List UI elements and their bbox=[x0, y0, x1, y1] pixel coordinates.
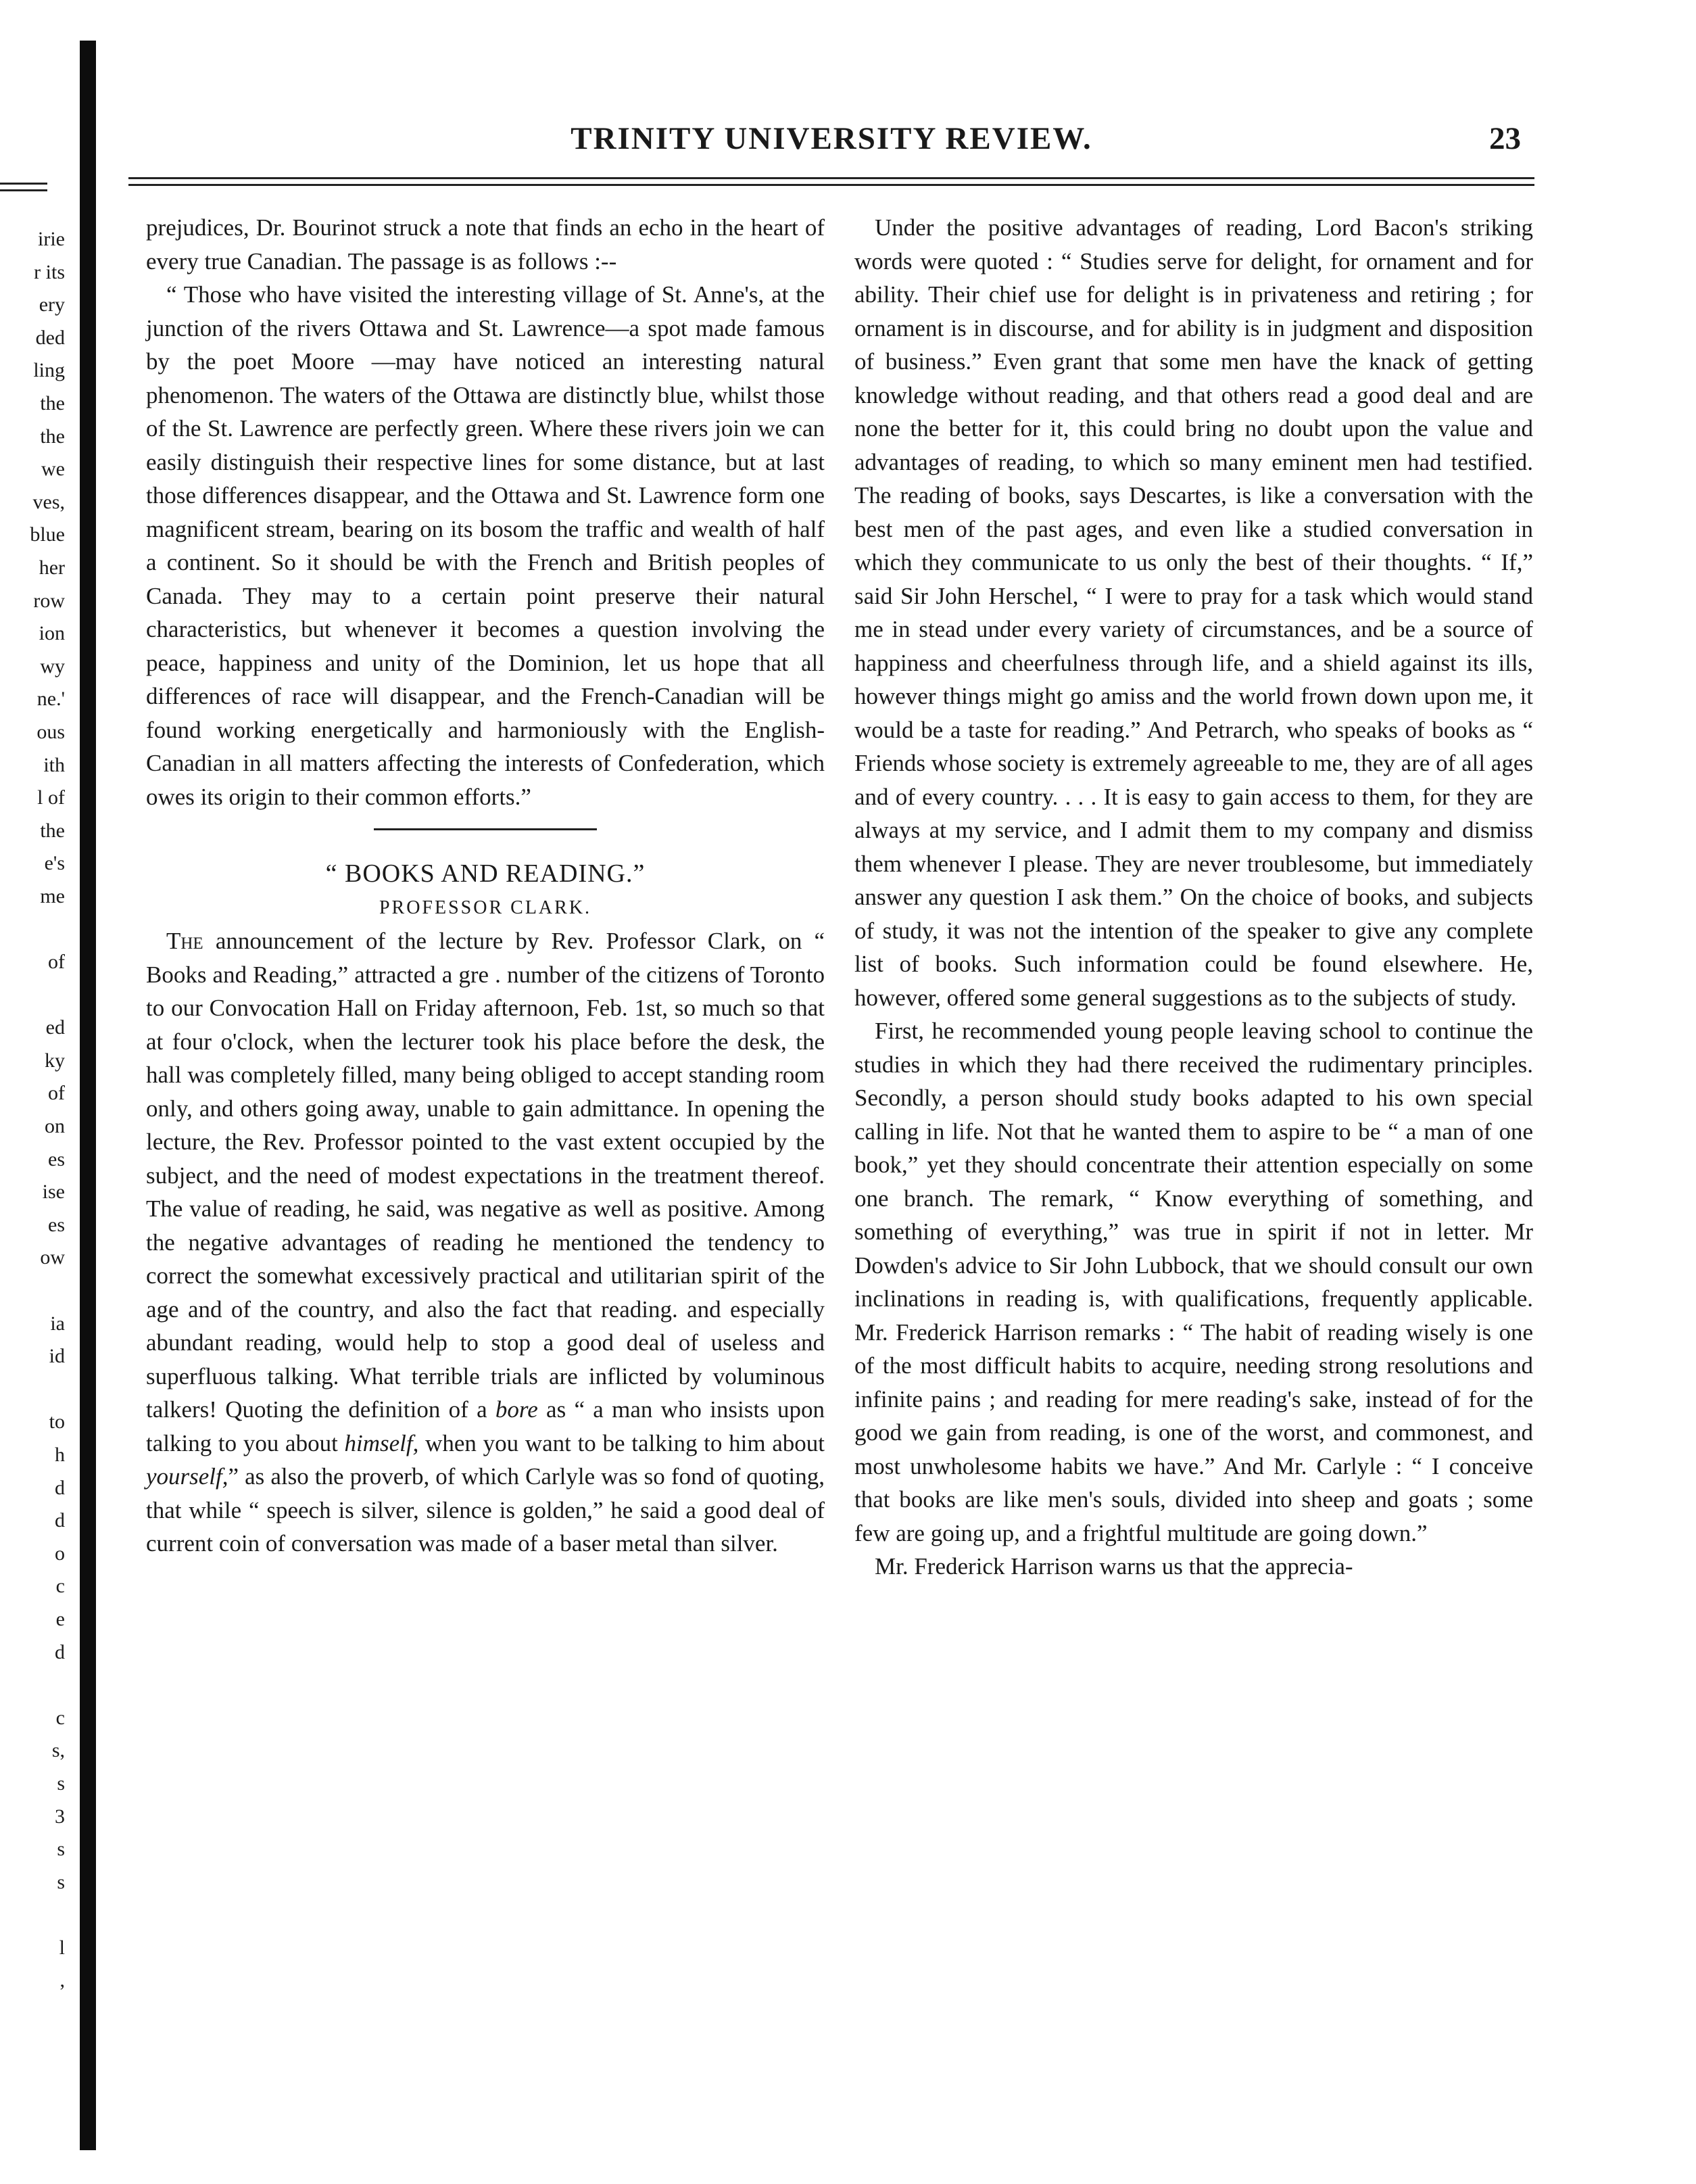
body-text: as “ a man who insists upon talking to you about bbox=[146, 1396, 825, 1456]
margin-fragment: ow bbox=[40, 1246, 65, 1269]
left-column bbox=[146, 211, 825, 1561]
margin-fragment: d bbox=[55, 1509, 65, 1532]
margin-fragment: we bbox=[41, 458, 65, 481]
margin-fragment: wy bbox=[40, 655, 65, 678]
margin-fragment: row bbox=[33, 589, 65, 612]
margin-fragment: the bbox=[40, 391, 65, 414]
page-header bbox=[128, 114, 1534, 168]
margin-fragment: to bbox=[49, 1410, 65, 1433]
margin-fragment: es bbox=[48, 1213, 65, 1236]
page-binding-shadow bbox=[80, 41, 96, 2150]
margin-fragment: s bbox=[57, 1838, 65, 1861]
italic-word-himself: himself, bbox=[344, 1429, 419, 1456]
page-number: 23 bbox=[1489, 121, 1521, 156]
margin-fragment: e bbox=[55, 1607, 65, 1630]
margin-fragment: l of bbox=[37, 786, 65, 809]
paragraph-positive-advantages: Under the positive advantages of reading, Lord Bacon's striking words were quoted : “ Studies serve for delight, for ornament and for ability. Their chief use for delight is in privateness and retiring ; for ornament is in discourse, and for ability is in judgment and disposition of business.” Even grant that some men have the knack of getting knowledge without reading, and that others read a good deal and are none the better for it, this could bring no doubt upon the value and advantages of reading, to which so many eminent men had testified. The reading of books, says Descartes, is like a conversation with the best men of the past ages, and even like a studied conversation in which they communicate to us only the best of their thoughts. “ If,” said Sir John Herschel, “ I were to pray for a task which would stand me in stead under every variety of circumstances, and be a source of happiness and cheerfulness through life, and a shield against its ills, however things might go amiss and the world frown down upon me, it would be a taste for reading.” And Petrarch, who speaks of books as “ Friends whose society is extremely agreeable to me, they are of all ages and of every country. . . . It is easy to gain access to them, for they are always at my service, and I admit them to my company and dismiss them whenever I please. They are never troublesome, but immediately answer any question I ask them.” On the choice of books, and subjects of study, it was not the intention of the speaker to give any complete list of books. Such information could be found elsewhere. He, however, offered some general suggestions as to the subjects of study. bbox=[854, 214, 1533, 1011]
adjacent-page-margin-fragments bbox=[0, 223, 65, 1997]
margin-fragment: ion bbox=[39, 622, 65, 645]
margin-fragment: e's bbox=[44, 852, 65, 875]
margin-fragment bbox=[0, 1899, 65, 1932]
body-text: ” as also the proverb, of which Carlyle was so fond of quoting, that while “ speech is silver, silence is golden,” he said a good deal of current coin of conversation was made of a baser metal than silver. bbox=[146, 1463, 825, 1557]
margin-fragment: id bbox=[49, 1345, 65, 1368]
margin-fragment: ling bbox=[33, 359, 65, 382]
drop-word: The bbox=[166, 928, 203, 954]
header-rule bbox=[128, 177, 1534, 179]
paragraph-harrison: Mr. Frederick Harrison warns us that the apprecia- bbox=[875, 1553, 1353, 1580]
header-rule bbox=[128, 184, 1534, 186]
margin-rule bbox=[0, 183, 47, 185]
margin-fragment bbox=[0, 1275, 65, 1308]
margin-fragment: o bbox=[55, 1542, 65, 1565]
italic-word-yourself: yourself, bbox=[146, 1463, 228, 1490]
margin-fragment: , bbox=[59, 1969, 65, 1992]
quote-paragraph: “ Those who have visited the interesting village of St. Anne's, at the junction of the rivers Ottawa and St. Lawrence—a spot made famous by the poet Moore —may have noticed an interesting natural phenomenon. The waters of the Ottawa are distinctly blue, whilst those of the St. Lawrence are perfectly green. Where these rivers join we can easily distinguish their respective lines for some distance, but at last those differences disappear, and the Ottawa and St. Lawrence form one magnificent stream, bearing on its bosom the traffic and wealth of half a continent. So it should be with the French and British peoples of Canada. They may to a certain point preserve their natural characteristics, but whenever it becomes a question involving the peace, happiness and unity of the Dominion, let us hope that all differences of race will disappear, and the French-Canadian will be found working energetically and harmoniously with the English-Canadian in all matters affecting the interests of Confederation, which owes its origin to their common efforts.” bbox=[146, 281, 825, 810]
margin-fragment: irie bbox=[38, 228, 65, 250]
margin-fragment: s bbox=[57, 1772, 65, 1795]
margin-rule bbox=[0, 189, 47, 191]
margin-fragment: her bbox=[39, 556, 65, 579]
margin-fragment: s bbox=[57, 1870, 65, 1893]
margin-fragment: c bbox=[55, 1575, 65, 1598]
margin-fragment: me bbox=[40, 884, 65, 907]
article-byline: PROFESSOR CLARK. bbox=[379, 897, 592, 918]
italic-word-bore: bore bbox=[495, 1396, 538, 1423]
body-text: when you want to be talking to him about bbox=[425, 1429, 825, 1456]
margin-fragment: blue bbox=[30, 523, 65, 546]
margin-fragment: on bbox=[45, 1115, 65, 1138]
margin-fragment: of bbox=[48, 1082, 65, 1105]
margin-fragment: ne.' bbox=[37, 688, 65, 711]
margin-fragment: c bbox=[55, 1706, 65, 1729]
running-title: TRINITY UNIVERSITY REVIEW. bbox=[571, 121, 1092, 156]
margin-fragment: ith bbox=[43, 753, 65, 776]
margin-fragment bbox=[0, 913, 65, 946]
margin-fragment: the bbox=[40, 819, 65, 842]
body-text: announcement of the lecture by Rev. Professor Clark, on “ Books and Reading,” attracted a gre . number of the citizens of Toronto to our Convocation Hall on Friday afternoon, Feb. 1st, so much so that at four o'clock, when the lecturer took his place before the desk, the hall was completely filled, many being obliged to accept standing room only, and others going away, unable to gain admittance. In opening the lecture, the Rev. Professor pointed to the vast extent occupied by the subject, and the need of modest expectations in the treatment thereof. The value of reading, he said, was negative as well as positive. Among the negative advantages of reading he mentioned the tendency to correct the somewhat excessively practical and utilitarian spirit of the age and of the country, and also the fact that reading. and especially abundant reading, would help to stop a good deal of useless and superfluous talking. What terrible trials are inflicted by voluminous talkers! Quoting the definition of a bbox=[146, 928, 825, 1423]
right-column bbox=[854, 211, 1533, 1584]
margin-fragment: d bbox=[55, 1476, 65, 1499]
margin-fragment: ery bbox=[39, 293, 65, 316]
continued-paragraph: prejudices, Dr. Bourinot struck a note that finds an echo in the heart of every true Canadian. The passage is as follows :-- bbox=[146, 214, 825, 275]
margin-fragment: 3 bbox=[55, 1805, 65, 1828]
margin-fragment: ves, bbox=[32, 490, 65, 513]
margin-fragment: h bbox=[55, 1443, 65, 1466]
margin-fragment: ous bbox=[37, 720, 65, 743]
margin-fragment: ed bbox=[45, 1016, 65, 1039]
paragraph-recommendations: First, he recommended young people leaving school to continue the studies in which they had there received the rudimentary principles. Secondly, a person should study books adapted to his own special calling in life. Not that he wanted them to aspire to be “ a man of one book,” yet they should concentrate their attention especially on some one branch. The remark, “ Know everything of something, and something of everything,” was true in spirit if not in letter. Mr Dowden's advice to Sir John Lubbock, that we should consult our own inclinations in reading is, with qualifications, frequently applicable. Mr. Frederick Harrison remarks : “ The habit of reading wisely is one of the most difficult habits to acquire, needing strong resolutions and infinite pains ; and reading for mere reading's sake, instead of for the good we gain from reading, is one of the worst, and commonest, and most unwholesome habits we have.” And Mr. Carlyle : “ I conceive that books are like men's souls, divided into sheep and goats ; some few are going up, and a frightful multitude are going down.” bbox=[854, 1018, 1533, 1546]
margin-fragment bbox=[0, 1669, 65, 1702]
margin-fragment: l bbox=[59, 1936, 65, 1959]
margin-fragment: d bbox=[55, 1640, 65, 1663]
margin-fragment: ky bbox=[45, 1049, 65, 1072]
margin-fragment: r its bbox=[34, 260, 65, 283]
margin-fragment bbox=[0, 1373, 65, 1406]
article-title: “ BOOKS AND READING.” bbox=[325, 859, 646, 888]
margin-fragment: the bbox=[40, 425, 65, 448]
article-body-paragraph bbox=[146, 924, 825, 1561]
margin-fragment: es bbox=[48, 1147, 65, 1170]
margin-fragment bbox=[0, 979, 65, 1012]
margin-fragment: ded bbox=[35, 326, 65, 349]
margin-fragment: ia bbox=[50, 1312, 65, 1335]
margin-fragment: s, bbox=[51, 1739, 65, 1762]
margin-fragment: of bbox=[48, 951, 65, 974]
section-divider bbox=[374, 828, 597, 830]
margin-fragment: ise bbox=[42, 1181, 65, 1204]
